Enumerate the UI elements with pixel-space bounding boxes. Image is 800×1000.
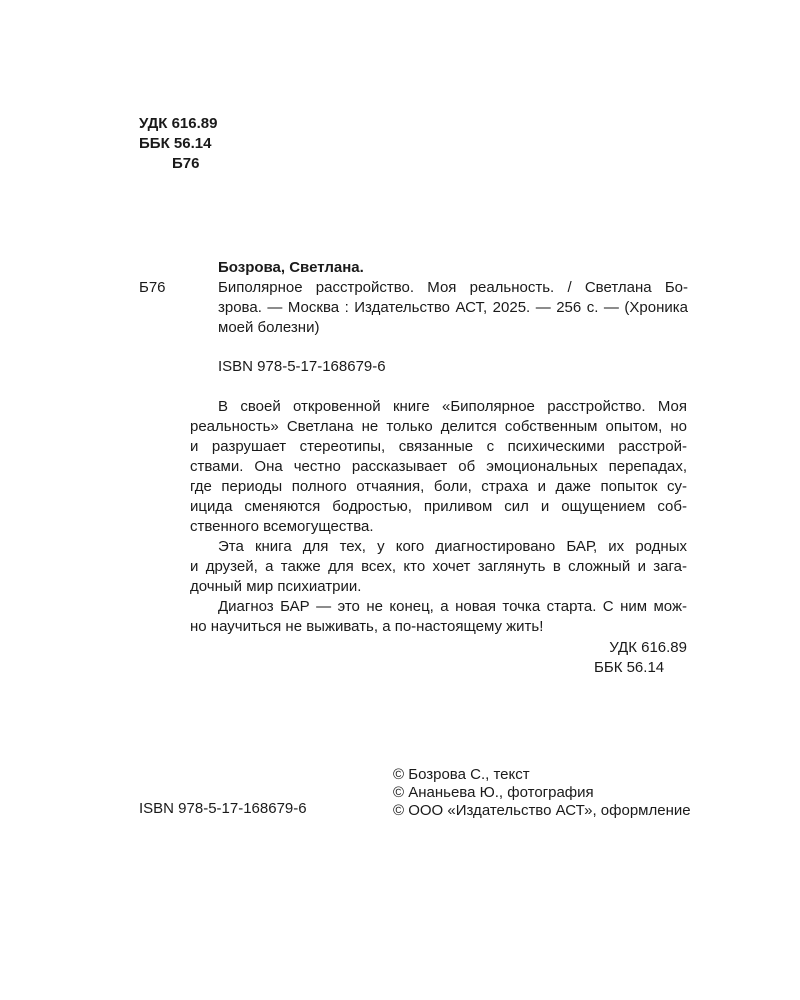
- copyright-block: [393, 766, 691, 820]
- isbn-catalog: ISBN 978-5-17-168679-6: [218, 358, 386, 375]
- classification-block: [139, 114, 217, 174]
- annotation-line: В своей откровенной книге «Биполярное расстройство. Моя: [218, 398, 687, 415]
- copyright-design: © ООО «Издательство АСТ», оформление: [393, 802, 691, 819]
- annotation-paragraph-3: [190, 597, 687, 637]
- bib-line: Биполярное расстройство. Моя реальность. / Светлана Бо-: [218, 279, 688, 296]
- annotation-paragraph-1: [190, 397, 687, 537]
- annotation-paragraph-2: [190, 537, 687, 597]
- bbk-code-right: ББК 56.14: [594, 659, 665, 676]
- copyright-photo: © Ананьева Ю., фотография: [393, 784, 594, 801]
- bibliographic-description: [218, 278, 688, 338]
- annotation-line: Эта книга для тех, у кого диагностировано БАР, их родных: [218, 538, 687, 555]
- bbk-code: ББК 56.14: [139, 135, 212, 152]
- annotation-line: ственного всемогущества.: [190, 518, 374, 535]
- annotation-line: дочный мир психиатрии.: [190, 578, 362, 595]
- annotation-line: и разрушает стереотипы, связанные с психическими расстрой-: [190, 438, 687, 455]
- annotation-line: ствами. Она честно рассказывает об эмоциональных перепадах,: [190, 458, 687, 475]
- bib-line: моей болезни): [218, 319, 320, 336]
- copyright-text: © Бозрова С., текст: [393, 766, 530, 783]
- catalog-author-mark: Б76: [139, 279, 166, 296]
- author-mark: Б76: [172, 155, 200, 172]
- annotation-line: и друзей, а также для всех, кто хочет заглянуть в сложный и зага-: [190, 558, 687, 575]
- author-heading: Бозрова, Светлана.: [218, 259, 364, 276]
- annotation-line: ицида сменяются бодростью, приливом сил и ощущением соб-: [190, 498, 687, 515]
- annotation-line: Диагноз БАР — это не конец, а новая точка старта. С ним мож-: [218, 598, 687, 615]
- udk-code: УДК 616.89: [139, 115, 218, 132]
- annotation-line: где периоды полного отчаяния, боли, страха и даже попыток су-: [190, 478, 687, 495]
- annotation-line: но научиться не выживать, а по-настоящему жить!: [190, 618, 544, 635]
- isbn-bottom: ISBN 978-5-17-168679-6: [139, 800, 307, 817]
- annotation-line: реальность» Светлана не только делится собственным опытом, но: [190, 418, 687, 435]
- annotation: [190, 397, 687, 637]
- bib-line: зрова. — Москва : Издательство АСТ, 2025. — 256 с. — (Хроника: [218, 299, 688, 316]
- udk-code-right: УДК 616.89: [609, 639, 687, 656]
- classification-codes-right: [580, 638, 687, 678]
